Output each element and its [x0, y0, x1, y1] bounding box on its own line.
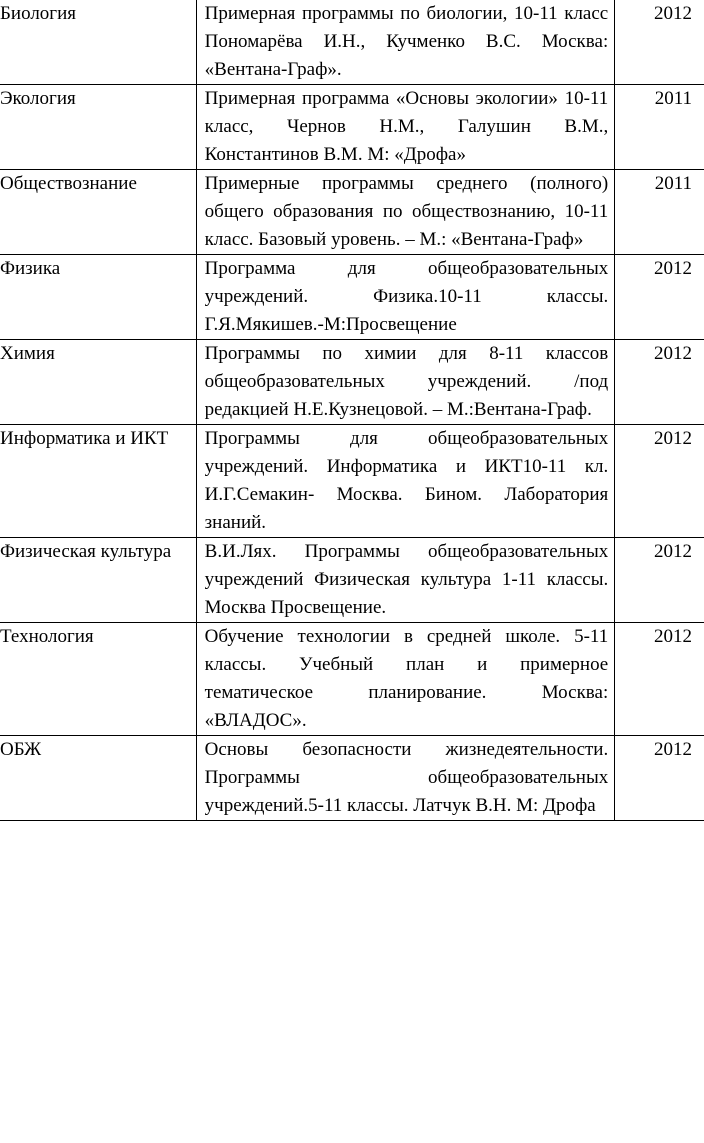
- table-row: [0, 736, 704, 821]
- table-row: [0, 170, 704, 255]
- subject-cell: Информатика и ИКТ: [0, 425, 196, 538]
- subject-cell: Технология: [0, 623, 196, 736]
- program-cell: Программы по химии для 8-11 классов общеобразовательных учреждений. /под редакцией Н.Е.Кузнецовой. – М.:Вентана-Граф.: [196, 340, 615, 425]
- program-cell: Программы для общеобразовательных учреждений. Информатика и ИКТ10-11 кл. И.Г.Семакин- Москва. Бином. Лаборатория знаний.: [196, 425, 615, 538]
- year-cell: 2011: [615, 170, 704, 255]
- subject-cell: Обществознание: [0, 170, 196, 255]
- table-row: [0, 623, 704, 736]
- year-cell: 2012: [615, 623, 704, 736]
- table-row: [0, 340, 704, 425]
- year-cell: 2011: [615, 85, 704, 170]
- subject-cell: Физическая культура: [0, 538, 196, 623]
- table-row: [0, 425, 704, 538]
- program-cell: Программа для общеобразовательных учреждений. Физика.10-11 классы. Г.Я.Мякишев.-М:Просвещение: [196, 255, 615, 340]
- year-cell: 2012: [615, 255, 704, 340]
- year-cell: 2012: [615, 425, 704, 538]
- table-row: [0, 255, 704, 340]
- year-cell: 2012: [615, 0, 704, 85]
- program-cell: Примерная программа «Основы экологии» 10-11 класс, Чернов Н.М., Галушин В.М., Константинов В.М. М: «Дрофа»: [196, 85, 615, 170]
- table-row: [0, 85, 704, 170]
- program-cell: Примерные программы среднего (полного) общего образования по обществознанию, 10-11 класс. Базовый уровень. – М.: «Вентана-Граф»: [196, 170, 615, 255]
- year-cell: 2012: [615, 538, 704, 623]
- subject-cell: ОБЖ: [0, 736, 196, 821]
- year-cell: 2012: [615, 736, 704, 821]
- program-cell: В.И.Лях. Программы общеобразовательных учреждений Физическая культура 1-11 классы. Москва Просвещение.: [196, 538, 615, 623]
- subject-cell: Биология: [0, 0, 196, 85]
- year-cell: 2012: [615, 340, 704, 425]
- table-row: [0, 0, 704, 85]
- program-cell: Основы безопасности жизнедеятельности. Программы общеобразовательных учреждений.5-11 классы. Латчук В.Н. М: Дрофа: [196, 736, 615, 821]
- subject-cell: Физика: [0, 255, 196, 340]
- table-row: [0, 538, 704, 623]
- program-cell: Обучение технологии в средней школе. 5-11 классы. Учебный план и примерное тематическое планирование. Москва: «ВЛАДОС».: [196, 623, 615, 736]
- program-cell: Примерная программы по биологии, 10-11 класс Пономарёва И.Н., Кучменко В.С. Москва: «Вентана-Граф».: [196, 0, 615, 85]
- subject-cell: Химия: [0, 340, 196, 425]
- subject-cell: Экология: [0, 85, 196, 170]
